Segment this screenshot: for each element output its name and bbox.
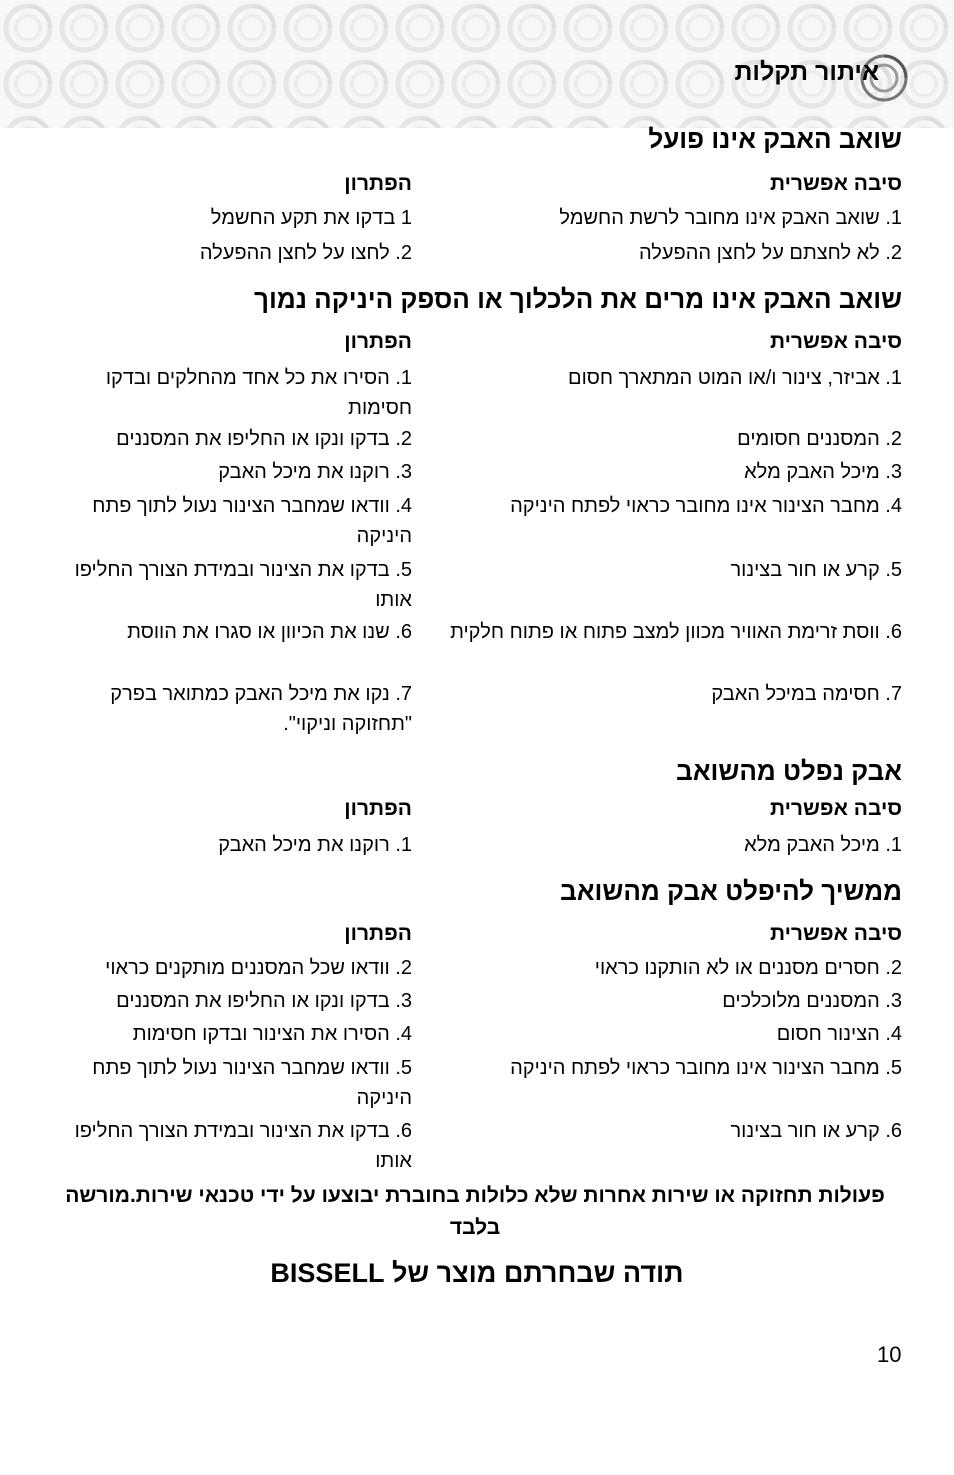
cause-text: 2. חסרים מסננים או לא הותקנו כראוי <box>594 957 902 979</box>
cause-text: 1. אביזר, צינור ו/או המוט המתארך חסום <box>568 367 902 389</box>
thank-you-text: תודה שבחרתם מוצר של BISSELL <box>270 1258 684 1288</box>
solution-text: 1. הסירו את כל אחד מהחלקים ובדקו חסימות <box>105 367 412 419</box>
solution-text: 1. רוקנו את מיכל האבק <box>218 834 412 856</box>
solution-column-label: הפתרון <box>344 797 412 820</box>
cause-text: 4. מחבר הצינור אינו מחובר כראוי לפתח היניקה <box>510 495 902 517</box>
section-title: שואב האבק אינו מרים את הלכלוך או הספק היניקה נמוך <box>254 284 902 314</box>
cause-column-label: סיבה אפשרית <box>769 172 902 195</box>
section-title: אבק נפלט מהשואב <box>676 756 902 786</box>
page-number: 10 <box>877 1342 902 1367</box>
cause-text: 5. קרע או חור בצינור <box>730 559 902 581</box>
cause-column-label: סיבה אפשרית <box>769 797 902 820</box>
solution-text: 4. וודאו שמחבר הצינור נעול לתוך פתח היניקה <box>92 495 412 547</box>
solution-column-label: הפתרון <box>344 922 412 945</box>
solution-text: 5. בדקו את הצינור ובמידת הצורך החליפו אותו <box>74 559 412 611</box>
solution-column-label: הפתרון <box>344 330 412 353</box>
cause-column-label: סיבה אפשרית <box>769 330 902 353</box>
page-title: איתור תקלות <box>734 58 879 86</box>
solution-text: 2. לחצו על לחצן ההפעלה <box>199 242 412 264</box>
cause-text: 4. הצינור חסום <box>776 1023 902 1045</box>
cause-text: 3. מיכל האבק מלא <box>744 461 902 483</box>
service-notice: פעולות תחזוקה או שירות אחרות שלא כלולות בחוברת יבוצעו על ידי טכנאי שירות.מורשה בלבד <box>65 1184 885 1239</box>
cause-column-label: סיבה אפשרית <box>769 922 902 945</box>
solution-text: 2. וודאו שכל המסננים מותקנים כראוי <box>105 957 412 979</box>
cause-text: 5. מחבר הצינור אינו מחובר כראוי לפתח היניקה <box>510 1057 902 1079</box>
solution-text: 3. רוקנו את מיכל האבק <box>218 461 412 483</box>
cause-text: 2. המסננים חסומים <box>737 428 902 450</box>
solution-text: 4. הסירו את הצינור ובדקו חסימות <box>132 1023 412 1045</box>
cause-text: 2. לא לחצתם על לחצן ההפעלה <box>638 242 902 264</box>
section-title: שואב האבק אינו פועל <box>648 124 902 154</box>
solution-text: 6. בדקו את הצינור ובמידת הצורך החליפו אותו <box>74 1120 412 1172</box>
cause-text: 6. קרע או חור בצינור <box>730 1120 902 1142</box>
solution-text: 3. בדקו ונקו או החליפו את המסננים <box>116 990 412 1012</box>
section-title: ממשיך להיפלט אבק מהשואב <box>560 876 902 906</box>
solution-text: 6. שנו את הכיוון או סגרו את הווסת <box>127 621 412 643</box>
solution-column-label: הפתרון <box>344 172 412 195</box>
solution-text: 2. בדקו ונקו או החליפו את המסננים <box>116 428 412 450</box>
cause-text: 1. שואב האבק אינו מחובר לרשת החשמל <box>559 207 902 229</box>
cause-text: 1. מיכל האבק מלא <box>744 834 902 856</box>
solution-text: 1 בדקו את תקע החשמל <box>210 207 412 229</box>
cause-text: 7. חסימה במיכל האבק <box>711 683 902 705</box>
cause-text: 3. המסננים מלוכלכים <box>722 990 902 1012</box>
solution-text: 5. וודאו שמחבר הצינור נעול לתוך פתח היניקה <box>92 1057 412 1109</box>
header-banner <box>0 0 954 128</box>
solution-text: 7. נקו את מיכל האבק כמתואר בפרק "תחזוקה וניקוי". <box>110 683 412 735</box>
cause-text: 6. ווסת זרימת האוויר מכוון למצב פתוח או פתוח חלקית <box>450 621 902 643</box>
